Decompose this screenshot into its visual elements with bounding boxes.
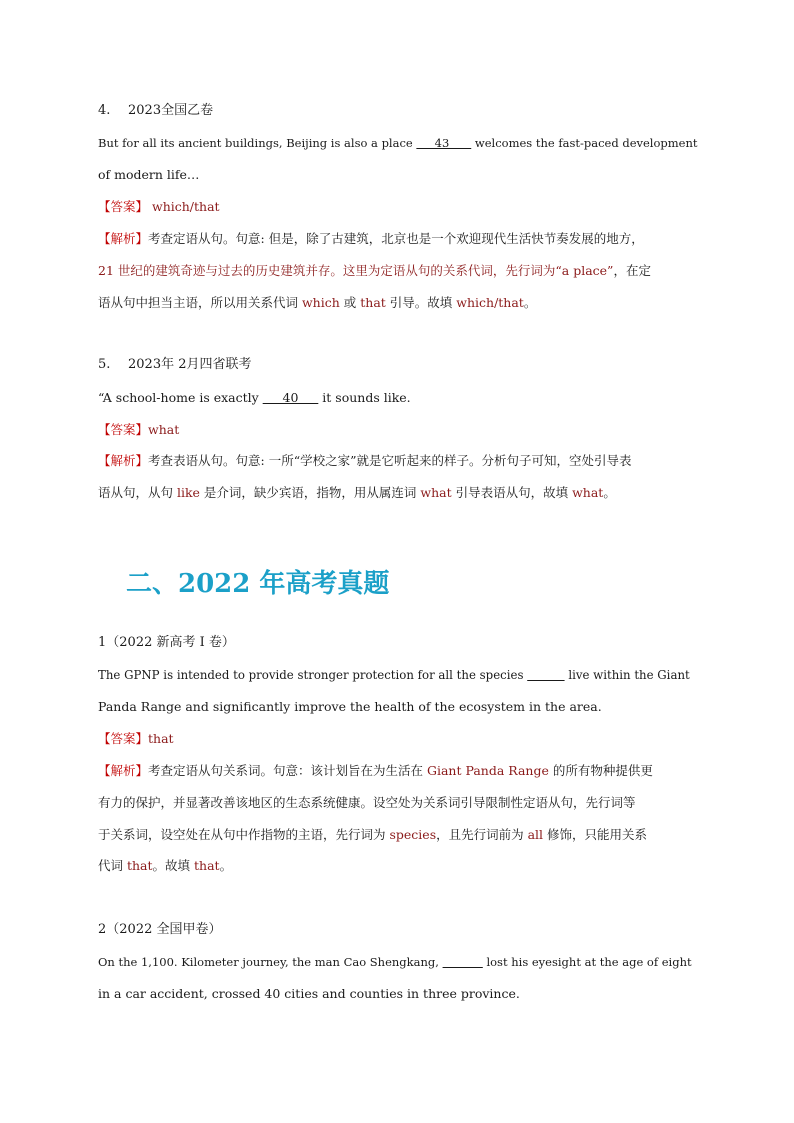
question-number: 5.: [98, 357, 111, 372]
analysis-text: which: [301, 295, 340, 310]
question-text: in a car accident, crossed 40 cities and counties in three province.: [98, 986, 520, 1001]
answer-value: what: [148, 422, 180, 437]
section-title: 二、2022 年高考真题: [126, 569, 390, 599]
answer-tag: 【答案】: [98, 199, 149, 214]
question-source: 2023年 2月四省联考: [128, 357, 252, 372]
analysis-text: 引导表语从句，故填: [451, 485, 573, 500]
question-text: lost his eyesight at the age of eight: [482, 955, 692, 969]
s2-question-1-analysis-line-1: [98, 762, 653, 780]
question-text: of modern life…: [98, 167, 200, 182]
question-4-text-line-1: [98, 134, 698, 152]
analysis-text: ，且先行词前为: [436, 827, 528, 842]
analysis-text: 或: [339, 295, 361, 310]
s2-question-2-text-line-2: [98, 985, 520, 1003]
question-5-analysis-line-1: [98, 452, 631, 470]
answer-tag: 【答案】: [98, 422, 149, 437]
question-text: live within the Giant: [564, 668, 690, 682]
s2-question-1-analysis-line-4: [98, 857, 232, 875]
s2-question-1-answer: [98, 730, 174, 748]
s2-question-1-analysis-line-3: [98, 826, 647, 844]
analysis-text: 有力的保护，并显著改善该地区的生态系统健康。设空处为关系词引导限制性定语从句，先行词等: [98, 795, 636, 810]
analysis-text: 考查定语从句。句意: 但是，除了古建筑，北京也是一个欢迎现代生活快节奏发展的地方，: [148, 231, 644, 246]
analysis-text: which/that: [456, 295, 524, 310]
analysis-tag: 【解析】: [98, 453, 149, 468]
analysis-text: 的所有物种提供更: [548, 763, 653, 778]
answer-value: which/that: [148, 199, 220, 214]
analysis-text: 于关系词，设空处在从句中作指物的主语，先行词为: [98, 827, 390, 842]
analysis-text: 考查定语从句关系词。句意：该计划旨在为生活在: [148, 763, 427, 778]
answer-blank: [443, 955, 483, 969]
analysis-text: 考查表语从句。句意: 一所“学校之家”就是它听起来的样子。分析句子可知，空处引导表: [148, 453, 632, 468]
s2-question-2-text-line-1: [98, 953, 692, 971]
s2-question-1-heading: [98, 634, 235, 652]
s2-question-1-analysis-line-2: [98, 794, 636, 812]
question-4-analysis-line-1: [98, 230, 644, 248]
question-4-analysis-line-3: [98, 294, 536, 312]
s2-question-1-text-line-2: [98, 698, 602, 716]
question-text: welcomes the fast-paced development: [471, 136, 698, 150]
question-source: 2（2022 全国甲卷）: [98, 922, 222, 937]
analysis-text: 21 世纪的建筑奇迹与过去的历史建筑并存。这里为定语从句的关系代词，先行词为: [98, 263, 556, 278]
question-4-heading: [98, 102, 213, 120]
answer-value: that: [148, 731, 174, 746]
analysis-text: 。: [603, 485, 616, 500]
question-4-answer: [98, 198, 220, 216]
analysis-text: 。: [219, 858, 233, 873]
question-4-analysis-line-2: [98, 262, 651, 280]
answer-tag: 【答案】: [98, 731, 149, 746]
analysis-text: that: [194, 858, 220, 873]
question-5-heading: [98, 356, 252, 374]
analysis-text: “a place”: [555, 263, 614, 278]
analysis-text: 修饰，只能用关系: [543, 827, 648, 842]
question-text: “A school-home is exactly: [98, 390, 263, 405]
analysis-text: 语从句中担当主语，所以用关系代词: [98, 295, 302, 310]
question-text: The GPNP is intended to provide stronger protection for all the species: [98, 668, 528, 682]
question-5-analysis-line-2: [98, 484, 616, 502]
question-text: it sounds like.: [318, 390, 411, 405]
analysis-text: 。: [523, 295, 537, 310]
analysis-text: all: [527, 827, 544, 842]
question-4-text-line-2: [98, 166, 199, 184]
analysis-text: like: [176, 485, 200, 500]
analysis-tag: 【解析】: [98, 763, 149, 778]
question-source: 1（2022 新高考 I 卷）: [98, 635, 235, 650]
question-text: But for all its ancient buildings, Beijing is also a place: [98, 136, 417, 150]
question-5-text-line-1: [98, 389, 411, 407]
question-source: 2023全国乙卷: [128, 103, 214, 118]
analysis-text: 引导。故填: [385, 295, 457, 310]
question-text: Panda Range and significantly improve the health of the ecosystem in the area.: [98, 699, 602, 714]
answer-blank: 40: [262, 390, 319, 405]
analysis-text: 。故填: [152, 858, 195, 873]
analysis-text: that: [360, 295, 386, 310]
analysis-text: that: [126, 858, 153, 873]
analysis-text: 代词: [98, 858, 127, 873]
analysis-text: what: [420, 485, 452, 500]
analysis-text: Giant Panda Range: [427, 763, 549, 778]
question-5-answer: [98, 421, 179, 439]
s2-question-2-heading: [98, 921, 222, 939]
analysis-text: 语从句，从句: [98, 485, 177, 500]
analysis-tag: 【解析】: [98, 231, 149, 246]
answer-blank: [527, 668, 564, 682]
answer-blank: 43: [416, 136, 472, 150]
question-text: On the 1,100. Kilometer journey, the man Cao Shengkang,: [98, 955, 443, 969]
analysis-text: ，在定: [613, 263, 651, 278]
analysis-text: what: [572, 485, 604, 500]
s2-question-1-text-line-1: [98, 666, 690, 684]
analysis-text: 是介词，缺少宾语，指物，用从属连词: [199, 485, 421, 500]
analysis-text: species: [389, 827, 437, 842]
question-number: 4.: [98, 103, 111, 118]
